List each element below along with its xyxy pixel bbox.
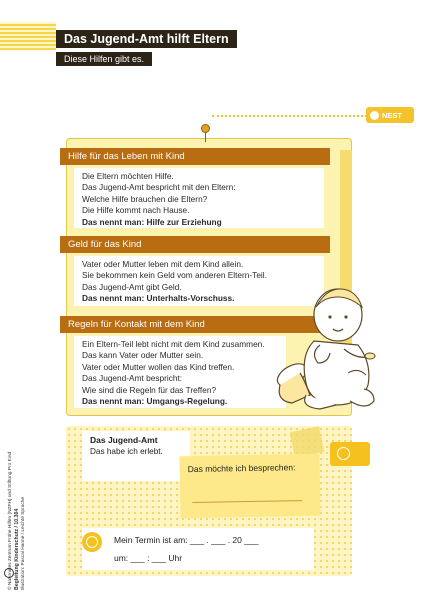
section-line: Das kann Vater oder Mutter sein. xyxy=(82,350,204,361)
appointment-time[interactable]: um: ___ : ___ Uhr xyxy=(114,553,183,563)
note-title: Das Jugend-Amt xyxy=(90,435,158,445)
section-conclusion: Das nennt man: Umgangs-Regelung. xyxy=(82,396,228,407)
section-conclusion: Das nennt man: Unterhalts-Vorschuss. xyxy=(82,293,235,304)
credit-line: © Nationales Zentrum Frühe Hilfen (NZFH) und Stiftung Pro Kind xyxy=(8,451,13,590)
header-stripes xyxy=(0,22,56,50)
section-line: Sie bekommen kein Geld vom anderen Eltern-Teil. xyxy=(82,270,267,281)
smiley-icon xyxy=(337,447,350,460)
page-title: Das Jugend-Amt hilft Eltern xyxy=(56,30,237,48)
appointment-box[interactable] xyxy=(82,528,314,570)
section-line: Vater oder Mutter leben mit dem Kind allein. xyxy=(82,259,244,269)
pin-icon xyxy=(201,124,210,133)
pin-stick xyxy=(205,132,206,142)
discussion-note[interactable] xyxy=(179,454,320,518)
credit-line-bold: Begleitung Kinderschutz / 10.304 xyxy=(14,508,20,590)
section-heading-umgang: Regeln für Kontakt mit dem Kind xyxy=(60,316,330,333)
side-credits xyxy=(8,390,27,590)
section-line: Das Jugend-Amt gibt Geld. xyxy=(82,281,182,292)
section-line: Das Jugend-Amt bespricht: xyxy=(82,373,183,384)
nest-logo xyxy=(366,107,414,123)
section-line: Vater oder Mutter wollen das Kind treffen. xyxy=(82,361,235,372)
section-line: Wie sind die Regeln für das Treffen? xyxy=(82,384,217,395)
dotted-divider xyxy=(212,115,367,117)
appointment-date[interactable]: Mein Termin ist am: ___ . ___ . 20 ___ xyxy=(114,535,259,545)
section-line: Die Hilfe kommt nach Hause. xyxy=(82,205,190,216)
credit-line: Illustration: Pascal Hanne / Leichte Sprache xyxy=(21,496,26,590)
child-illustration xyxy=(270,283,382,413)
section-heading-unterhalt: Geld für das Kind xyxy=(60,236,330,253)
section-heading-erziehung: Hilfe für das Leben mit Kind xyxy=(60,148,330,165)
section-line: Das Jugend-Amt bespricht mit den Eltern: xyxy=(82,182,236,193)
page-subtitle: Diese Hilfen gibt es. xyxy=(56,52,152,66)
section-line: Die Eltern möchten Hilfe. xyxy=(82,171,174,181)
note-text: Das möchte ich besprechen: xyxy=(187,462,296,475)
note-text: Das habe ich erlebt. xyxy=(90,447,163,456)
logo-text: NEST xyxy=(382,110,403,120)
section-conclusion: Das nennt man: Hilfe zur Erziehung xyxy=(82,216,222,227)
smile-tab xyxy=(330,442,370,466)
section-body-erziehung xyxy=(74,168,324,228)
write-line xyxy=(192,500,302,503)
section-body-umgang xyxy=(74,336,286,408)
section-line: Welche Hilfe brauchen die Eltern? xyxy=(82,193,208,204)
sun-icon xyxy=(370,111,379,120)
clock-icon xyxy=(82,532,102,552)
section-line: Ein Eltern-Teil lebt nicht mit dem Kind zusammen. xyxy=(82,339,265,349)
experience-note[interactable] xyxy=(82,431,190,481)
